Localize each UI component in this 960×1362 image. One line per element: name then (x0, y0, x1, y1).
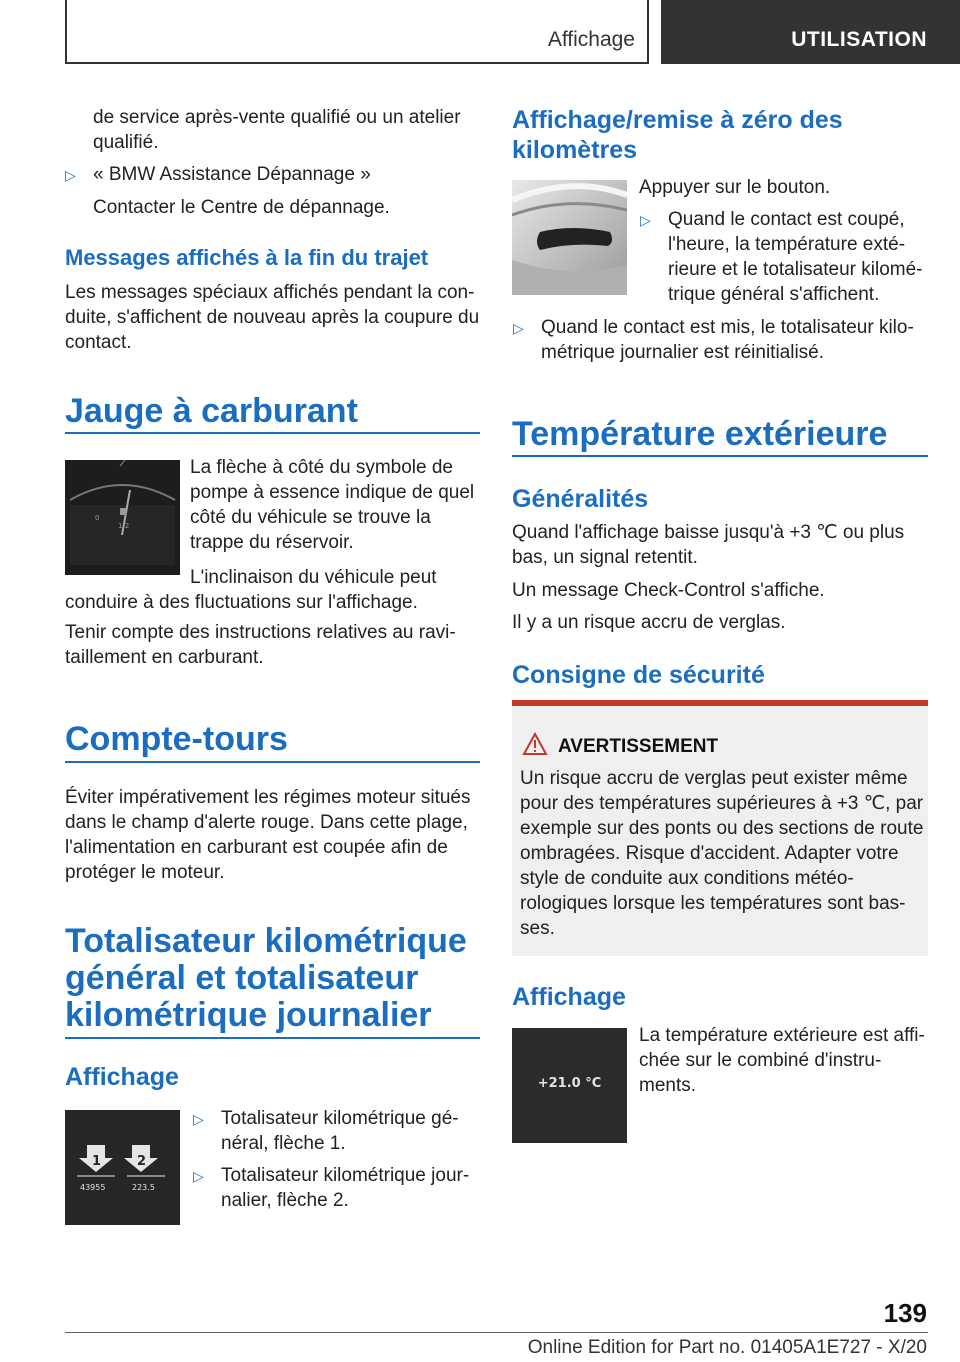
odo-total-value: 43955 (80, 1183, 106, 1192)
paragraph-jauge-3: Tenir compte des instructions relatives au ravi-taillement en carburant. (65, 622, 456, 668)
heading-compte-tours: Compte-tours (65, 720, 288, 758)
heading-totalisateur: Totalisateur kilométrique général et totalisateur kilométrique journalier (65, 922, 467, 1034)
header-chapter-box (65, 0, 649, 64)
bullet-raz-contact-coupe: Quand le contact est coupé, l'heure, la température exté-rieure et le totalisateur kilomé-trique général s'affichent. (668, 209, 923, 305)
bullet-raz-contact-mis: Quand le contact est mis, le totalisateur kilo-métrique journalier est réinitialisé. (541, 317, 914, 363)
section-title: UTILISATION (791, 28, 927, 51)
odo-arrow-1-label: 1 (92, 1154, 102, 1169)
gauge-label-half: 1/2 (118, 522, 130, 530)
paragraph-contact-centre: Contacter le Centre de dépannage. (93, 197, 390, 218)
heading-rule (65, 761, 480, 763)
footer-rule (65, 1332, 928, 1333)
paragraph-messages: Les messages spéciaux affichés pendant la con-duite, s'affichent de nouveau après la coupure du contact. (65, 282, 480, 353)
heading-consigne: Consigne de sécurité (512, 661, 765, 689)
heading-raz: Affichage/remise à zéro des kilomètres (512, 106, 843, 164)
bullet-triangle-icon: ▷ (193, 1111, 204, 1127)
paragraph-compte-tours: Éviter impérativement les régimes moteur situés dans le champ d'alerte rouge. Dans cette plage, l'alimentation en carburant est coupée afin de protéger le moteur. (65, 787, 471, 883)
warning-title: AVERTISSEMENT (558, 736, 719, 757)
warning-box (512, 700, 928, 956)
odo-arrow-2-label: 2 (137, 1154, 147, 1169)
paragraph-appuyer: Appuyer sur le bouton. (639, 177, 831, 198)
paragraph-generalites-1: Quand l'affichage baisse jusqu'à +3 ℃ ou plus bas, un signal retentit. (512, 522, 905, 568)
header-section-box (661, 0, 960, 64)
bullet-triangle-icon: ▷ (640, 212, 651, 228)
paragraph-generalites-3: Il y a un risque accru de verglas. (512, 612, 786, 633)
heading-affichage-left: Affichage (65, 1063, 179, 1091)
temperature-readout: +21.0 °C (537, 1076, 602, 1091)
chapter-title: Affichage (547, 28, 635, 51)
paragraph-generalites-2: Un message Check-Control s'affiche. (512, 580, 825, 601)
bullet-totalisateur-journalier: Totalisateur kilométrique jour-nalier, flèche 2. (221, 1165, 470, 1211)
paragraph-jauge-2b: conduire à des fluctuations sur l'affichage. (65, 592, 418, 613)
bullet-triangle-icon: ▷ (193, 1168, 204, 1184)
fuel-gauge-image (65, 460, 180, 575)
reset-button-image (512, 180, 627, 295)
paragraph-jauge-2a: L'inclinaison du véhicule peut (190, 567, 437, 588)
odometer-image (65, 1110, 180, 1225)
heading-jauge: Jauge à carburant (65, 392, 358, 430)
warning-triangle-icon (522, 732, 548, 756)
paragraph-jauge-1: La flèche à côté du symbole de pompe à essence indique de quel côté du véhicule se trouve la trappe du réservoir. (190, 457, 475, 553)
heading-messages: Messages affichés à la fin du trajet (65, 245, 429, 270)
heading-temperature: Température extérieure (512, 415, 888, 453)
paragraph-service: de service après-vente qualifié ou un atelier qualifié. (93, 107, 461, 153)
bullet-triangle-icon: ▷ (513, 320, 524, 336)
odo-trip-value: 223.5 (132, 1183, 155, 1192)
heading-generalites: Généralités (512, 485, 649, 513)
footer-edition: Online Edition for Part no. 01405A1E727 - X/20 (527, 1337, 927, 1358)
heading-rule (65, 432, 480, 434)
bullet-totalisateur-general: Totalisateur kilométrique gé-néral, flèche 1. (221, 1108, 459, 1154)
paragraph-temp-affichage: La température extérieure est affi-chée sur le combiné d'instru-ments. (639, 1025, 925, 1096)
heading-affichage-right: Affichage (512, 983, 626, 1011)
warning-text: Un risque accru de verglas peut exister même pour des températures supérieures à +3 ℃, par exemple sur des ponts ou des sections de route ombragées. Risque d'accident. Adapter votre style de conduite aux conditions météo-rologiques lorsque les températures sont bas-ses. (520, 768, 924, 939)
temperature-display-image (512, 1028, 627, 1143)
heading-rule (512, 455, 928, 457)
bullet-bmw-assistance: « BMW Assistance Dépannage » (93, 164, 371, 185)
gauge-label-zero: 0 (95, 514, 100, 522)
heading-rule (65, 1037, 480, 1039)
bullet-triangle-icon: ▷ (65, 167, 76, 183)
page-number: 139 (883, 1298, 927, 1328)
